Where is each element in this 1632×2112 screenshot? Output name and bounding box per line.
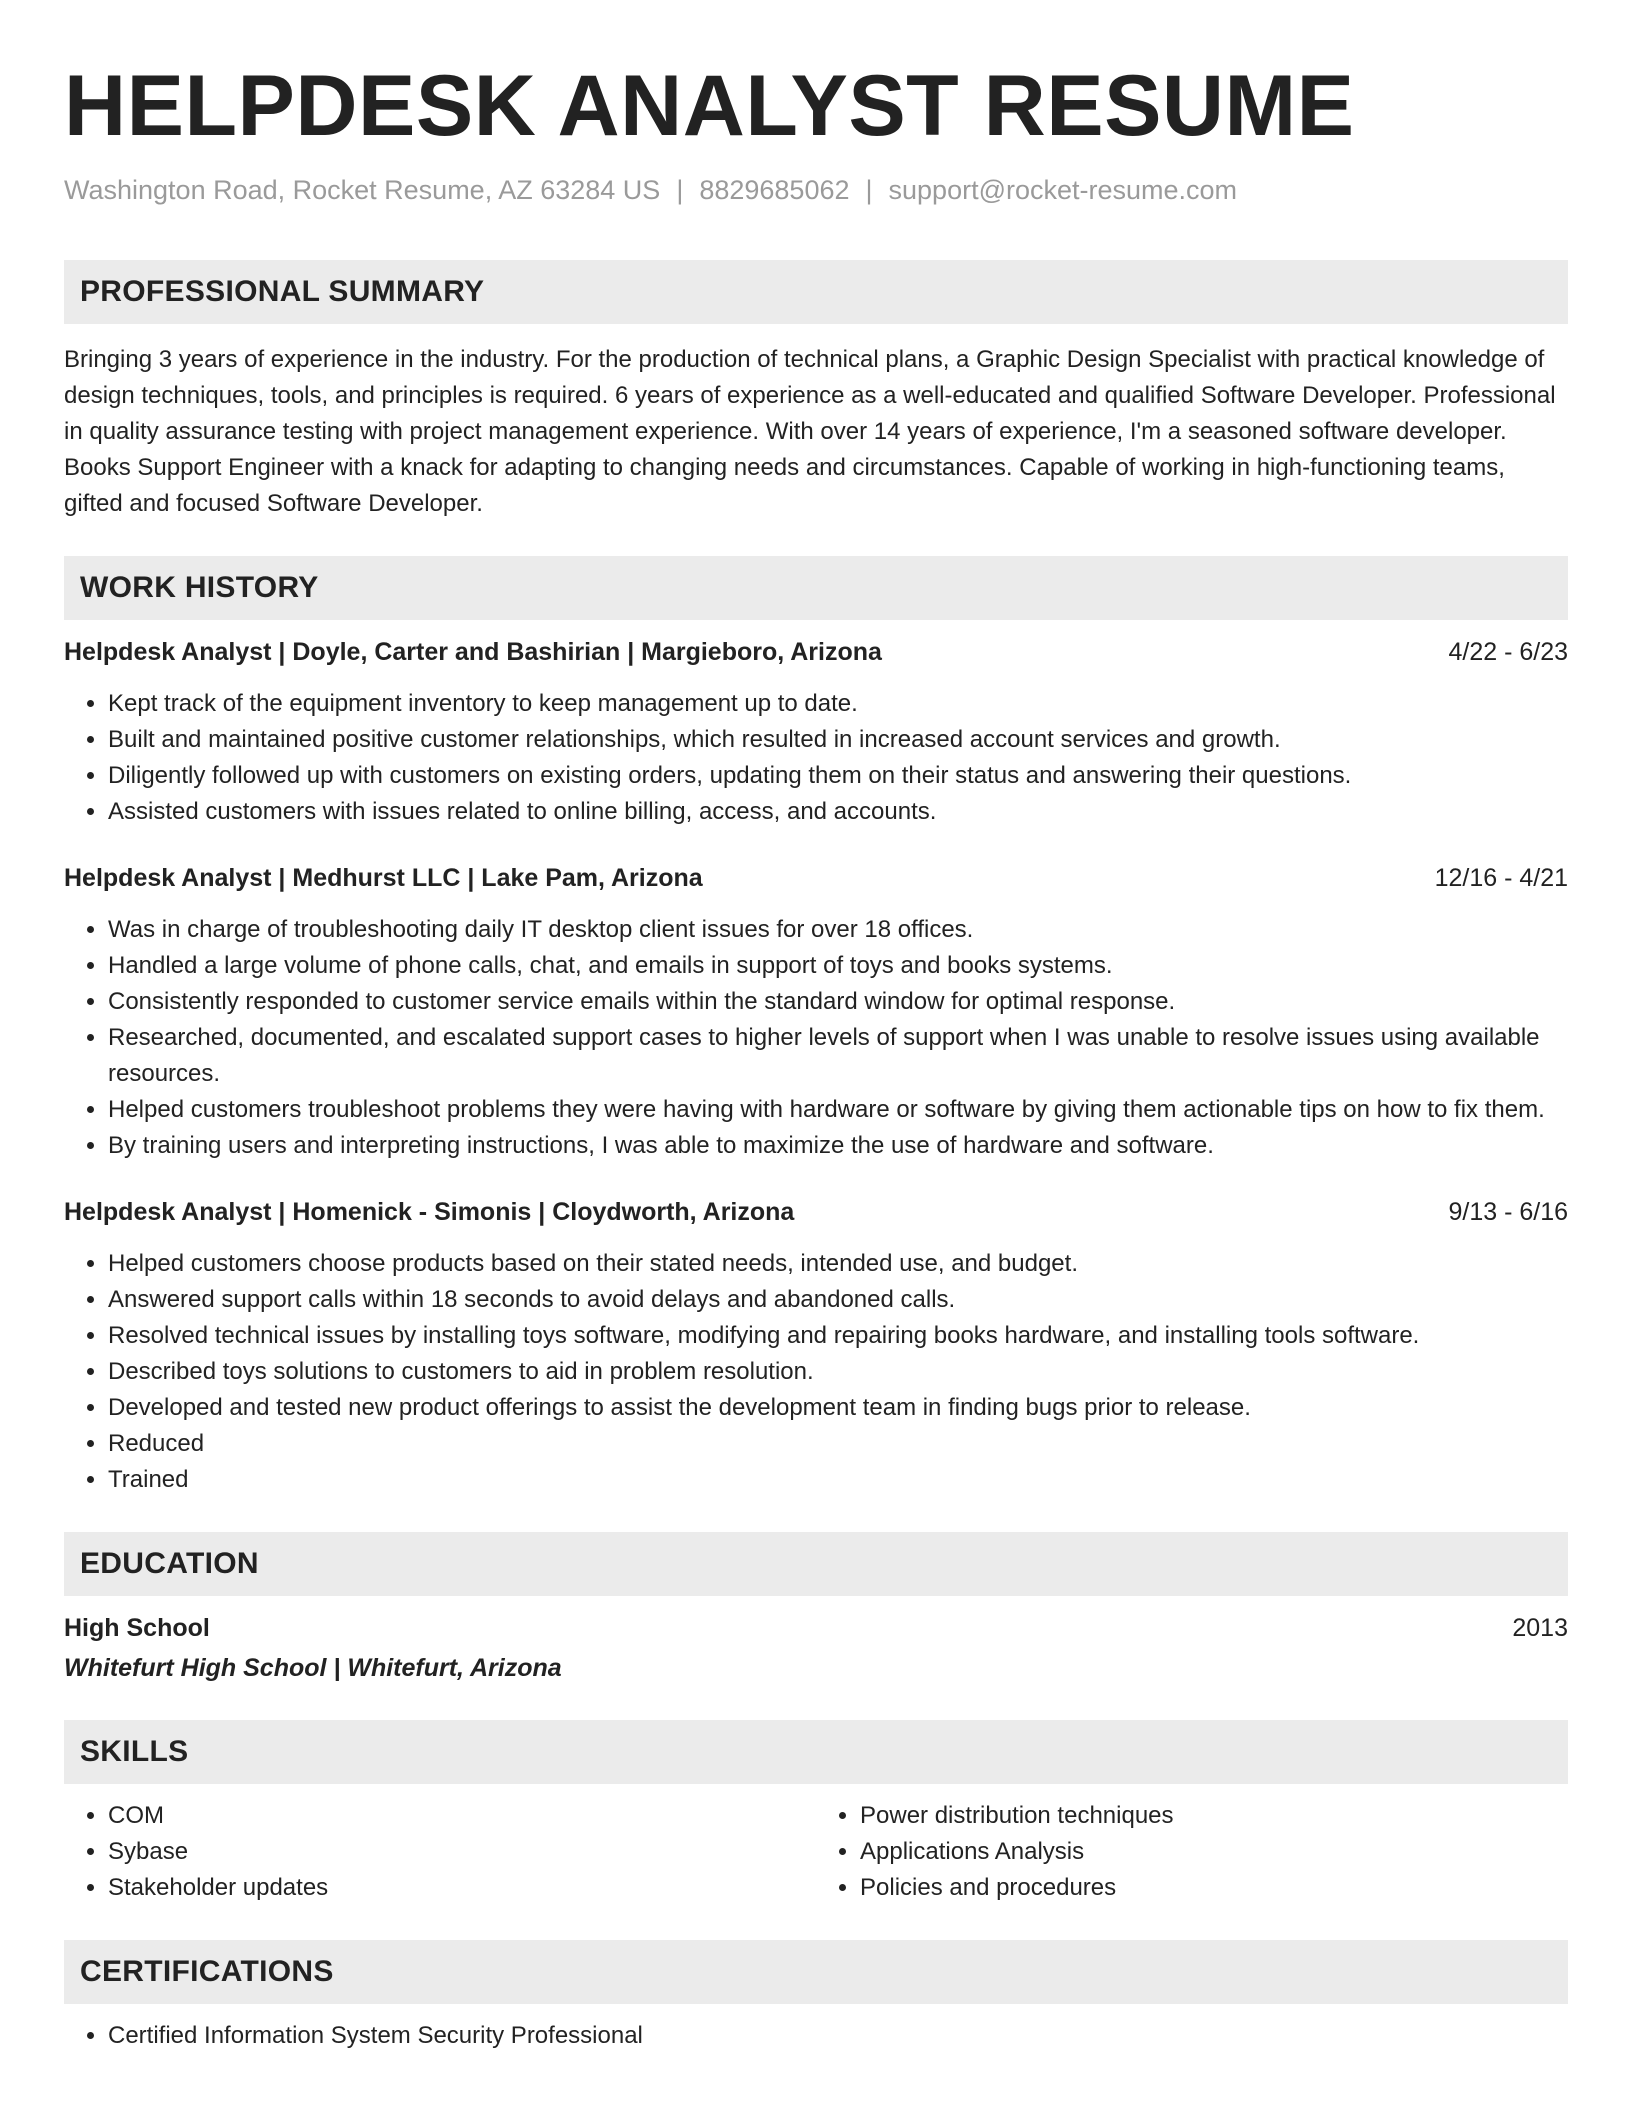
job-entry	[64, 1194, 1568, 1498]
skills-grid	[64, 1798, 1568, 1906]
job-bullet: • Kept track of the equipment inventory to keep management up to date.	[108, 686, 1568, 722]
job-title: Helpdesk Analyst | Medhurst LLC | Lake Pam, Arizona	[64, 864, 703, 892]
job-dates: 12/16 - 4/21	[1434, 864, 1568, 892]
section-heading-education: EDUCATION	[64, 1532, 1568, 1596]
summary-text: Bringing 3 years of experience in the industry. For the production of technical plans, a Graphic Design Specialist with practical knowledge of design techniques, tools, and principles is required. 6 years of experience as a well-educated and qualified Software Developer. Professional in quality assurance testing with project management experience. With over 14 years of experience, I'm a seasoned software developer. Books Support Engineer with a knack for adapting to changing needs and circumstances. Capable of working in high-functioning teams, gifted and focused Software Developer.	[64, 346, 1556, 517]
job-bullet: • Assisted customers with issues related to online billing, access, and accounts.	[108, 794, 1568, 830]
job-bullet: • Helped customers troubleshoot problems they were having with hardware or software by giving them actionable tips on how to fix them.	[108, 1092, 1568, 1128]
job-entry	[64, 860, 1568, 1164]
skill-item: • Policies and procedures	[860, 1870, 1568, 1906]
job-bullet-list	[64, 1246, 1568, 1498]
certifications-block	[64, 2018, 1568, 2054]
section-heading-certifications: CERTIFICATIONS	[64, 1940, 1568, 2004]
certifications-list	[64, 2018, 1568, 2054]
job-header	[64, 634, 1568, 670]
skill-item: • Applications Analysis	[860, 1834, 1568, 1870]
job-bullet: • Consistently responded to customer service emails within the standard window for optimal response.	[108, 984, 1568, 1020]
certification-item: • Certified Information System Security Professional	[108, 2018, 1568, 2054]
job-bullet: • Answered support calls within 18 seconds to avoid delays and abandoned calls.	[108, 1282, 1568, 1318]
contact-address: Washington Road, Rocket Resume, AZ 63284 US	[64, 175, 661, 205]
job-entry	[64, 634, 1568, 830]
section-heading-skills: SKILLS	[64, 1720, 1568, 1784]
job-bullet: • Diligently followed up with customers on existing orders, updating them on their status and answering their questions.	[108, 758, 1568, 794]
job-title: Helpdesk Analyst | Doyle, Carter and Bashirian | Margieboro, Arizona	[64, 638, 882, 666]
job-bullet: • Reduced	[108, 1426, 1568, 1462]
job-title: Helpdesk Analyst | Homenick - Simonis | Cloydworth, Arizona	[64, 1198, 795, 1226]
job-header	[64, 860, 1568, 896]
job-bullet: • Handled a large volume of phone calls, chat, and emails in support of toys and books systems.	[108, 948, 1568, 984]
job-bullet: • Resolved technical issues by installing toys software, modifying and repairing books hardware, and installing tools software.	[108, 1318, 1568, 1354]
job-bullet: • Helped customers choose products based on their stated needs, intended use, and budget.	[108, 1246, 1568, 1282]
job-dates: 4/22 - 6/23	[1448, 638, 1568, 666]
skill-item: • Stakeholder updates	[108, 1870, 816, 1906]
contact-line	[64, 172, 1568, 208]
job-dates: 9/13 - 6/16	[1448, 1198, 1568, 1226]
section-heading-summary: PROFESSIONAL SUMMARY	[64, 260, 1568, 324]
job-bullet: • Researched, documented, and escalated support cases to higher levels of support when I was unable to resolve issues using available resources.	[108, 1020, 1568, 1092]
job-bullet-list	[64, 686, 1568, 830]
skill-item: • Power distribution techniques	[860, 1798, 1568, 1834]
job-bullet: • Was in charge of troubleshooting daily IT desktop client issues for over 18 offices.	[108, 912, 1568, 948]
skill-item: • Sybase	[108, 1834, 816, 1870]
job-bullet: • Built and maintained positive customer relationships, which resulted in increased account services and growth.	[108, 722, 1568, 758]
skills-list-left	[64, 1798, 816, 1906]
education-degree: High School	[64, 1614, 210, 1642]
job-bullet: • Described toys solutions to customers to aid in problem resolution.	[108, 1354, 1568, 1390]
section-heading-work-history: WORK HISTORY	[64, 556, 1568, 620]
skill-item: • COM	[108, 1798, 816, 1834]
skills-list-right	[816, 1798, 1568, 1906]
job-bullet: • Developed and tested new product offerings to assist the development team in finding bugs prior to release.	[108, 1390, 1568, 1426]
education-header	[64, 1610, 1568, 1646]
contact-email: support@rocket-resume.com	[888, 175, 1238, 205]
contact-separator: |	[865, 175, 873, 205]
job-bullet-list	[64, 912, 1568, 1164]
job-header	[64, 1194, 1568, 1230]
resume-title: HELPDESK ANALYST RESUME	[64, 58, 1355, 154]
contact-phone: 8829685062	[699, 175, 850, 205]
job-bullet: • By training users and interpreting instructions, I was able to maximize the use of hardware and software.	[108, 1128, 1568, 1164]
education-year: 2013	[1512, 1614, 1568, 1642]
education-school: Whitefurt High School | Whitefurt, Arizona	[64, 1654, 562, 1682]
contact-separator: |	[676, 175, 684, 205]
job-bullet: • Trained	[108, 1462, 1568, 1498]
